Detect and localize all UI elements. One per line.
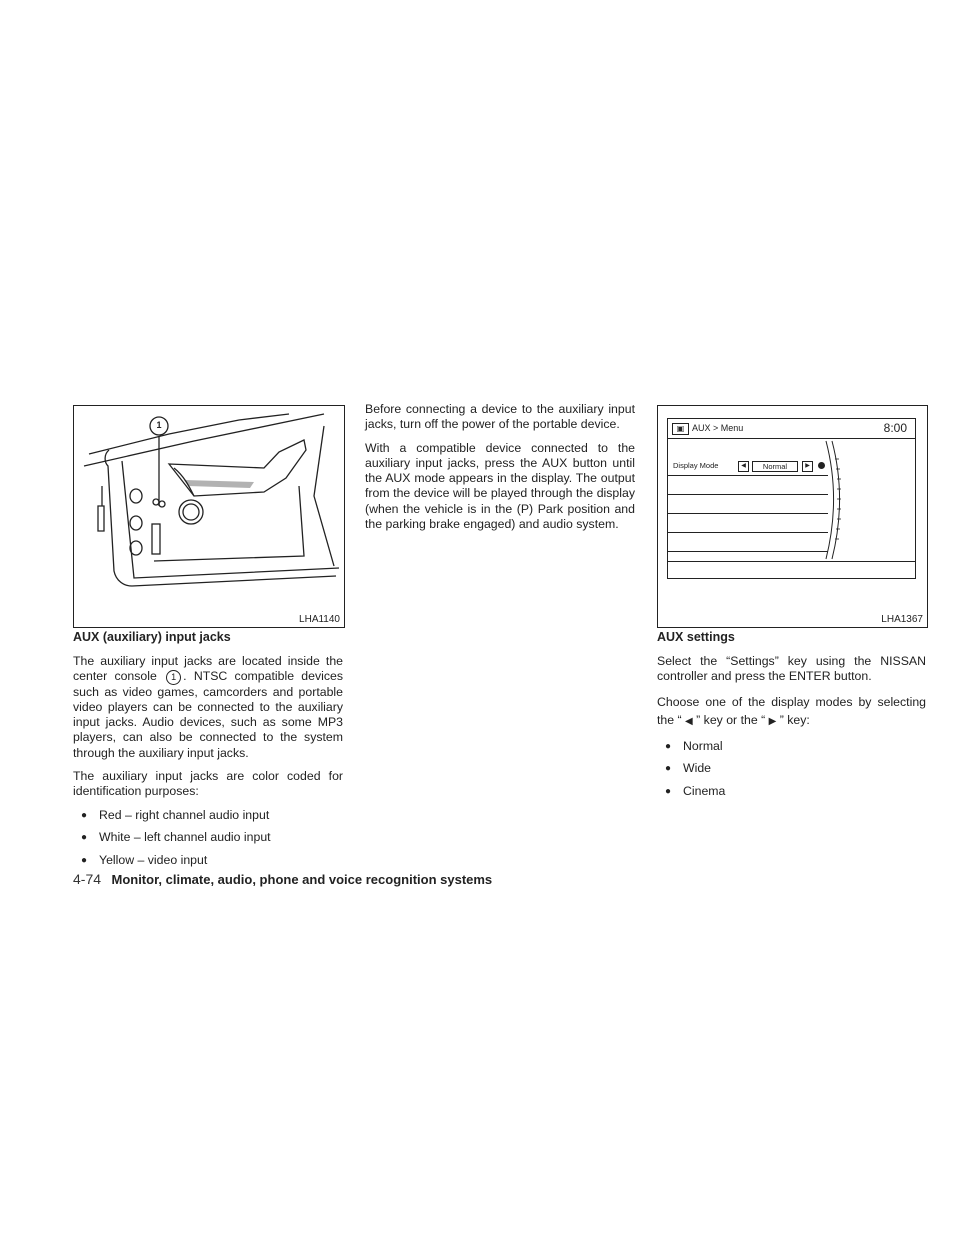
left-column (73, 630, 343, 875)
paragraph-text: ” key: (779, 712, 810, 727)
menu-row[interactable] (668, 495, 828, 514)
list-item: ● White – left channel audio input (73, 830, 343, 845)
screen-title: AUX > Menu (692, 423, 744, 433)
figure-aux-settings (657, 405, 928, 628)
section-heading: AUX settings (657, 630, 735, 644)
list-item: ● Wide (657, 761, 926, 776)
screen-divider (668, 561, 915, 562)
figure-aux-input-jacks (73, 405, 345, 628)
display-screen (667, 418, 916, 579)
clock: 8:00 (883, 421, 907, 435)
callout-reference: 1 (166, 670, 181, 685)
scroll-dial-icon (824, 439, 914, 561)
left-arrow-icon[interactable]: ◀ (738, 461, 749, 472)
paragraph: Select the “Settings” key using the NISSAN controller and press the ENTER button. (657, 654, 926, 684)
paragraph: With a compatible device connected to the auxiliary input jacks, press the AUX button until the AUX mode appears in the display. The output from the device will be played through the display (when the vehicle is in the (P) Park position and the parking brake engaged) and audio system. (365, 440, 635, 532)
list-item: ● Normal (657, 739, 926, 754)
page-footer (73, 871, 492, 889)
paragraph-text: Choose one of the display modes by selecting the “ (657, 694, 926, 727)
screen-header (668, 419, 915, 439)
figure-id: LHA1367 (881, 614, 923, 625)
right-column (657, 630, 926, 806)
menu-row[interactable] (668, 533, 828, 552)
page-number: 4-74 (73, 871, 102, 887)
right-arrow-icon[interactable]: ▶ (802, 461, 813, 472)
setting-label: Display Mode (673, 461, 719, 470)
paragraph (657, 693, 926, 731)
callout-number: 1 (156, 420, 162, 430)
center-console-illustration (74, 406, 344, 627)
aux-icon: ▣ (672, 423, 689, 435)
paragraph: Before connecting a device to the auxiliary input jacks, turn off the power of the portable device. (365, 402, 635, 432)
color-code-list (73, 808, 343, 868)
display-mode-row[interactable] (668, 457, 828, 476)
paragraph-text: ” key or the “ (696, 712, 766, 727)
middle-column (365, 402, 635, 540)
chapter-title: Monitor, climate, audio, phone and voice recognition systems (111, 872, 493, 887)
setting-value: Normal (752, 461, 798, 472)
paragraph-text: The auxiliary input jacks are located inside the center console (73, 654, 343, 684)
display-mode-list (657, 739, 926, 799)
paragraph-text: . NTSC compatible devices such as video games, camcorders and portable video players can be connected to the auxiliary input jacks. Audio devices, such as some MP3 players, can also be connected to the system through the auxiliary input jacks. (73, 669, 343, 760)
menu-row[interactable] (668, 476, 828, 495)
paragraph: The auxiliary input jacks are color coded for identification purposes: (73, 769, 343, 799)
paragraph (73, 654, 343, 761)
figure-id: LHA1140 (299, 614, 340, 625)
list-item: ● Yellow – video input (73, 853, 343, 868)
menu-row[interactable] (668, 514, 828, 533)
list-item: ● Red – right channel audio input (73, 808, 343, 823)
left-arrow-icon: ◀ (685, 715, 693, 727)
section-heading: AUX (auxiliary) input jacks (73, 630, 231, 644)
right-arrow-icon: ▶ (768, 715, 777, 727)
list-item: ● Cinema (657, 784, 926, 799)
